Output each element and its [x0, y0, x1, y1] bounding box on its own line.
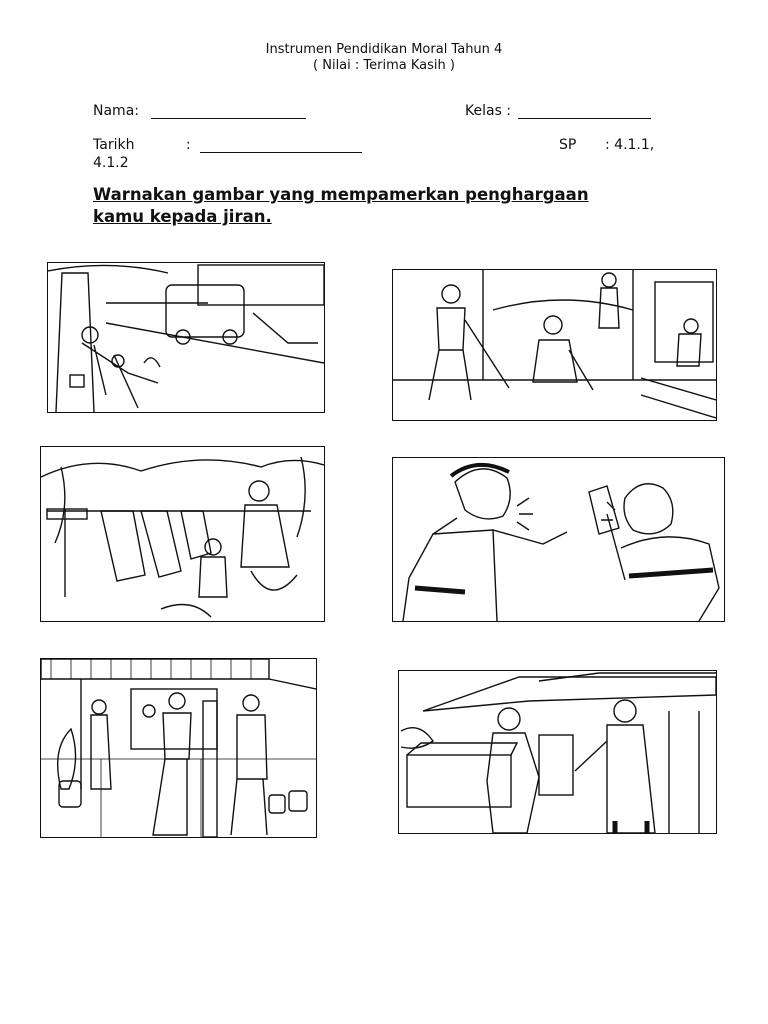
name-field	[93, 103, 306, 119]
class-field	[465, 103, 651, 119]
date-blank-line[interactable]	[200, 138, 362, 153]
delivering-parcel-icon	[399, 671, 716, 833]
instruction-line-2: kamu kepada jiran.	[93, 207, 272, 226]
instruction	[93, 184, 693, 228]
date-field	[186, 137, 362, 153]
picnic-under-tree-icon	[48, 263, 324, 412]
tarikh-label: Tarikh	[93, 137, 135, 153]
class-label: Kelas :	[465, 103, 512, 119]
sweeping-yard-icon	[393, 270, 716, 420]
picture-4[interactable]	[392, 457, 725, 622]
picture-2[interactable]	[392, 269, 717, 421]
instruction-line-1: Warnakan gambar yang mempamerkan penghargaan	[93, 185, 589, 204]
name-blank-line[interactable]	[151, 104, 306, 119]
sp-value: : 4.1.1,	[605, 137, 655, 153]
class-blank-line[interactable]	[518, 104, 651, 119]
name-label: Nama:	[93, 103, 139, 119]
worksheet-title: Instrumen Pendidikan Moral Tahun 4	[265, 42, 503, 57]
sp-label: SP	[559, 137, 577, 153]
chatting-at-fence-icon	[41, 659, 316, 837]
picture-5[interactable]	[40, 658, 317, 838]
date-colon: :	[186, 137, 191, 153]
picture-3[interactable]	[40, 446, 325, 622]
picture-1[interactable]	[47, 262, 325, 413]
picture-6[interactable]	[398, 670, 717, 834]
sp-value-continued: 4.1.2	[93, 155, 129, 171]
neighbours-arguing-icon	[393, 458, 724, 621]
hanging-laundry-icon	[41, 447, 324, 621]
worksheet-subtitle: ( Nilai : Terima Kasih )	[313, 58, 455, 73]
